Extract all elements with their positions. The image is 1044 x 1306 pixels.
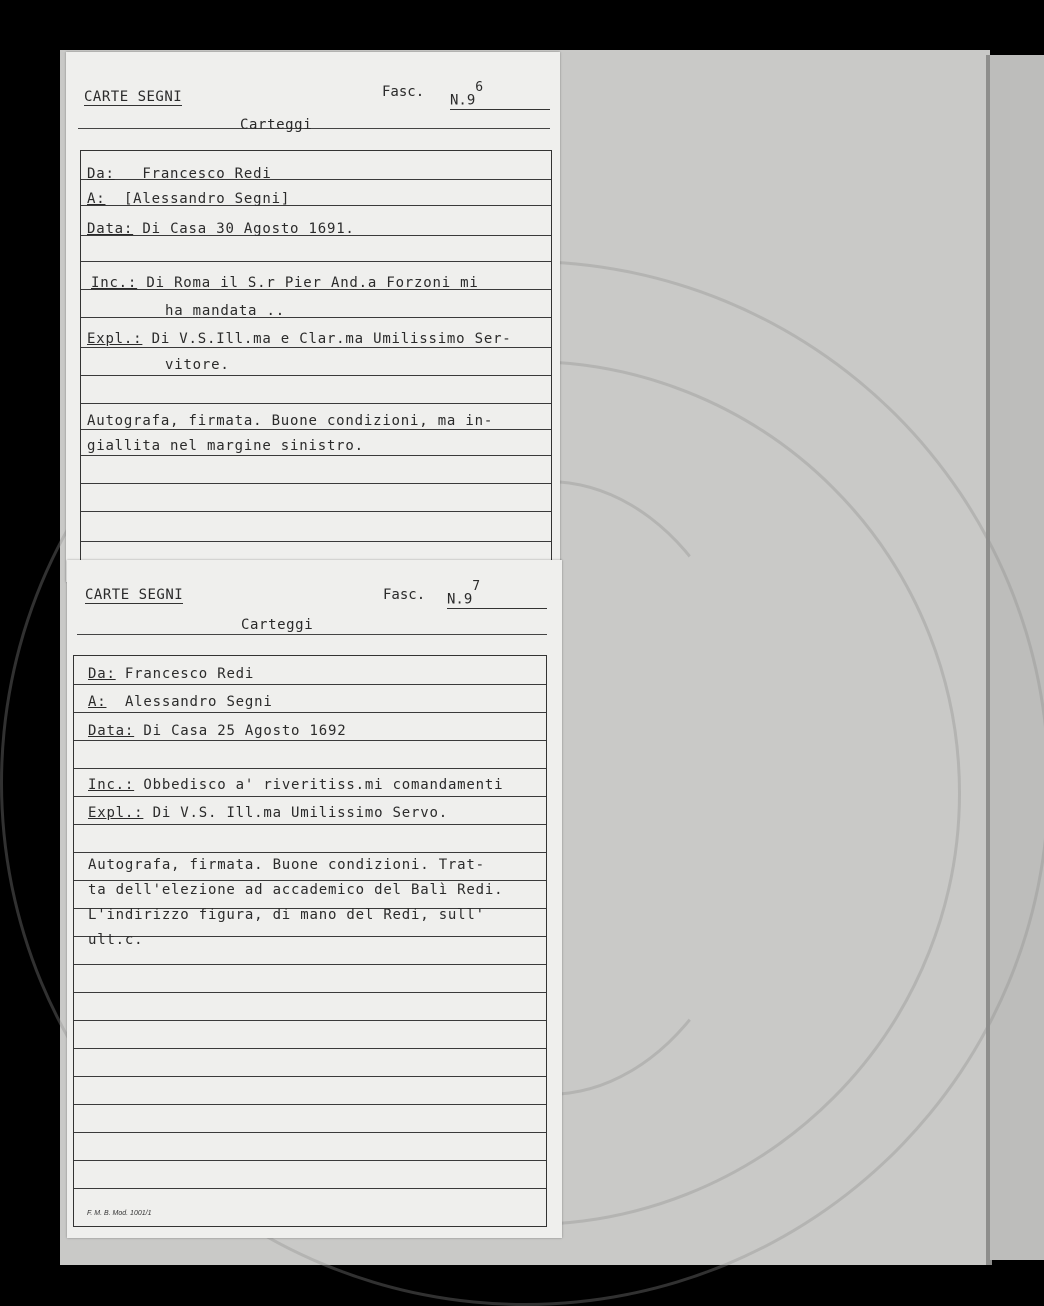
notes-line: L'indirizzo figura, di mano del Redi, sull' [88,907,485,923]
data-field: Data: Di Casa 25 Agosto 1692 [88,723,347,739]
catalog-card-1 [66,52,560,582]
card-header-title: CARTE SEGNI [85,587,184,603]
explicit-field: Expl.: Di V.S.Ill.ma e Clar.ma Umilissimo Ser- [87,331,512,347]
section-title: Carteggi [240,117,313,133]
folder-right-edge [990,55,1044,1260]
fasc-label: Fasc. [383,587,426,603]
notes-line: Autografa, firmata. Buone condizioni, ma in- [87,413,494,429]
notes-line: giallita nel margine sinistro. [87,438,364,454]
incipit-field: Inc.: Obbedisco a' riveritiss.mi comandamenti [88,777,504,793]
card-lined-box [80,150,552,592]
fascicle-number: $N.9^7$ [447,587,547,609]
form-code: F. M. B. Mod. 1001/1 [87,1210,152,1217]
fasc-label: Fasc. [382,84,425,100]
data-field: Data: Di Casa 30 Agosto 1691. [87,221,355,237]
incipit-continuation: ha mandata .. [165,303,285,319]
da-field: Da: Francesco Redi [87,166,272,182]
card-lined-box [73,655,547,1227]
notes-line: ult.c. [88,932,144,948]
card-header-title: CARTE SEGNI [84,89,183,105]
fascicle-number: $N.9^6$ [450,88,550,110]
section-title: Carteggi [241,617,314,633]
notes-line: Autografa, firmata. Buone condizioni. Trat- [88,857,485,873]
header-rule [78,128,550,129]
notes-line: ta dell'elezione ad accademico del Balì Redi. [88,882,504,898]
explicit-field: Expl.: Di V.S. Ill.ma Umilissimo Servo. [88,805,448,821]
incipit-field: Inc.: Di Roma il S.r Pier And.a Forzoni mi [91,275,479,291]
a-field: A: [Alessandro Segni] [87,191,291,207]
catalog-card-2 [67,560,562,1238]
header-rule [77,634,547,635]
explicit-continuation: vitore. [165,357,230,373]
da-field: Da: Francesco Redi [88,666,255,682]
a-field: A: Alessandro Segni [88,694,273,710]
